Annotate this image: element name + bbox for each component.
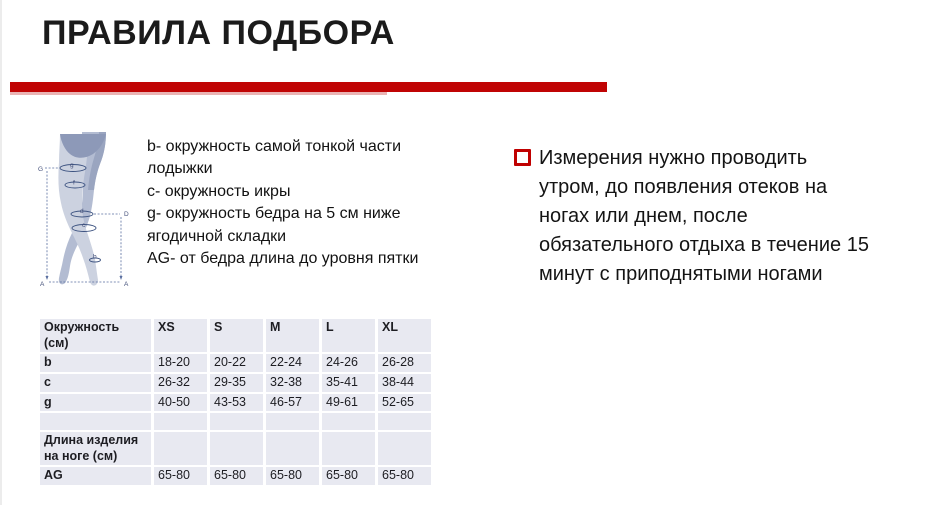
table-cell: 26-32: [154, 374, 207, 392]
table-header-cell: Окружность (см): [40, 319, 151, 352]
table-cell: 65-80: [266, 467, 319, 485]
table-row: [40, 467, 431, 485]
text-line: лодыжки: [147, 160, 213, 178]
table-cell: 40-50: [154, 394, 207, 412]
text-line: AG- от бедра длина до уровня пятки: [147, 250, 419, 268]
text-line: b- окружность самой тонкой части: [147, 138, 402, 155]
text-line: g- окружность бедра на 5 см ниже: [147, 205, 401, 223]
table-cell: [378, 432, 431, 465]
table-row: [40, 394, 431, 412]
table-cell: 43-53: [210, 394, 263, 412]
title-underline-bar: [10, 82, 607, 92]
table-row: [40, 413, 431, 430]
arrow-right-icon: [120, 276, 123, 280]
table-cell: [322, 432, 375, 465]
table-cell: 32-38: [266, 374, 319, 392]
text-line: c- окружность икры: [147, 182, 291, 200]
table-cell: 38-44: [378, 374, 431, 392]
measurement-definitions: [147, 136, 418, 270]
table-header-cell: M: [266, 319, 319, 352]
row-label-cell: Длина изделия на ноге (см): [40, 432, 151, 465]
table-cell: [322, 413, 375, 430]
row-label-cell: b: [40, 354, 151, 372]
table-header-row: [40, 319, 431, 352]
label-f: f: [73, 179, 75, 187]
table-header-cell: XS: [154, 319, 207, 352]
table-cell: [210, 432, 263, 465]
label-D: D: [124, 211, 129, 218]
text-line: ногах или днем, после: [539, 205, 748, 227]
text-line: утром, до появления отеков на: [539, 176, 828, 198]
table-cell: 18-20: [154, 354, 207, 372]
table-cell: [266, 432, 319, 465]
table-cell: 65-80: [378, 467, 431, 485]
size-table: [37, 317, 434, 487]
table-cell: 22-24: [266, 354, 319, 372]
table-cell: 65-80: [154, 467, 207, 485]
table-cell: 49-61: [322, 394, 375, 412]
label-A-left: A: [40, 281, 45, 288]
table-cell: [266, 413, 319, 430]
text-line: Измерения нужно проводить: [539, 147, 808, 169]
legs-diagram-svg: [38, 126, 143, 291]
table-cell: 46-57: [266, 394, 319, 412]
table-cell: [378, 413, 431, 430]
text-line: ягодичной складки: [147, 227, 287, 245]
text-line: обязательного отдыха в течение 15: [539, 234, 869, 256]
table-cell: [154, 413, 207, 430]
table-header-cell: L: [322, 319, 375, 352]
row-label-cell: AG: [40, 467, 151, 485]
table-cell: 29-35: [210, 374, 263, 392]
title-underline-accent: [10, 92, 387, 95]
text-line: минут с приподнятыми ногами: [539, 263, 823, 285]
row-label-cell: c: [40, 374, 151, 392]
row-label-cell: [40, 413, 151, 430]
table-cell: 24-26: [322, 354, 375, 372]
bullet-square-icon: [514, 149, 531, 166]
table-cell: 52-65: [378, 394, 431, 412]
measurement-note: [512, 144, 922, 289]
table-cell: 65-80: [210, 467, 263, 485]
table-cell: [210, 413, 263, 430]
table-cell: 65-80: [322, 467, 375, 485]
row-label-cell: g: [40, 394, 151, 412]
table-row: [40, 374, 431, 392]
table-cell: 26-28: [378, 354, 431, 372]
label-b: b: [93, 253, 97, 261]
table-cell: [154, 432, 207, 465]
page-title: ПРАВИЛА ПОДБОРА: [42, 14, 395, 52]
label-c: c: [82, 222, 86, 229]
table-cell: 20-22: [210, 354, 263, 372]
label-g: g: [70, 162, 74, 169]
table-cell: 35-41: [322, 374, 375, 392]
arrow-left-icon: [46, 276, 49, 280]
legs-measurement-diagram: [38, 126, 143, 291]
table-row: [40, 354, 431, 372]
note-text: [512, 144, 922, 289]
label-G: G: [38, 166, 44, 173]
table-header-cell: XL: [378, 319, 431, 352]
table-row: [40, 432, 431, 465]
table-header-cell: S: [210, 319, 263, 352]
label-A-right: A: [124, 281, 129, 288]
label-d: d: [80, 208, 84, 215]
